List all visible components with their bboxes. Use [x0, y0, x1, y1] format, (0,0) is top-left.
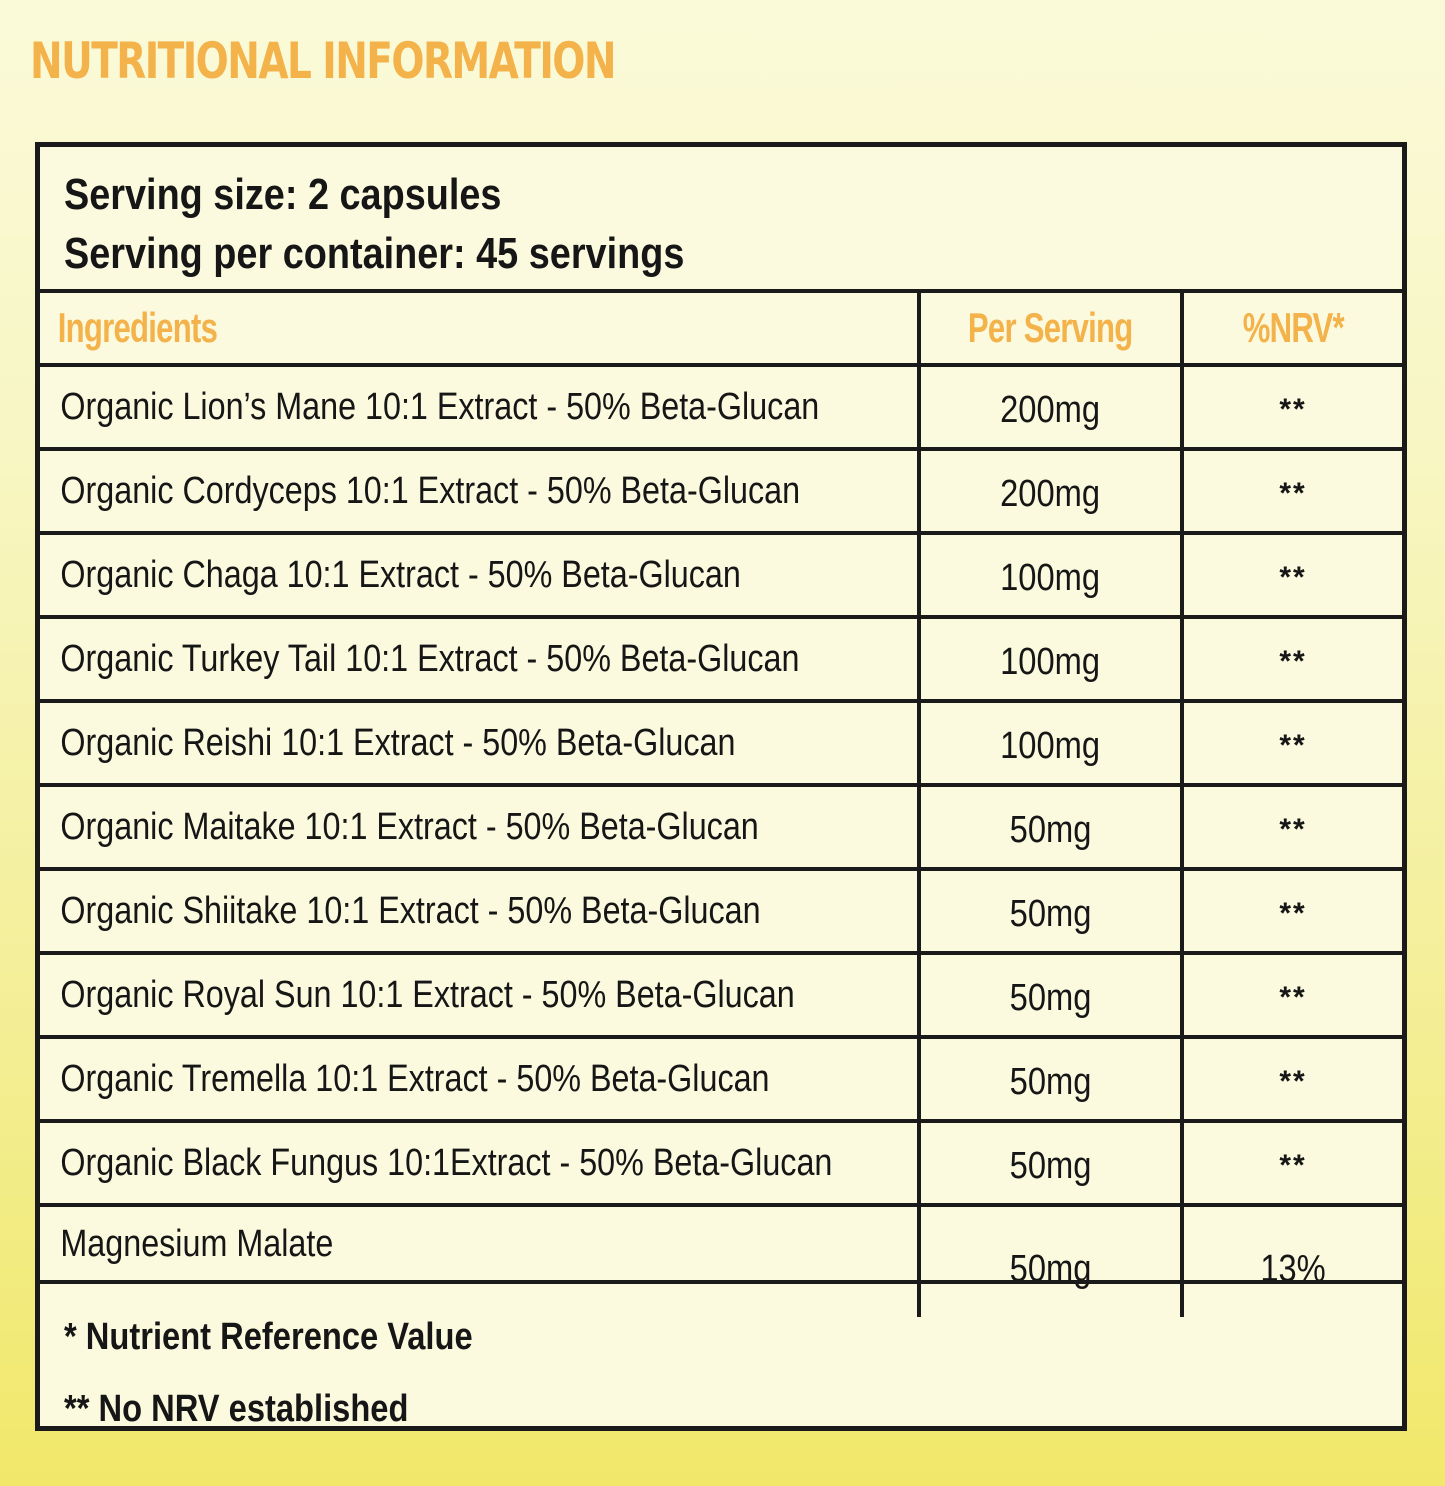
per-serving-amount: 100mg: [919, 533, 1182, 617]
page-title: NUTRITIONAL INFORMATION: [30, 32, 615, 90]
footnote-nrv-definition: * Nutrient Reference Value: [64, 1316, 473, 1358]
ingredient-name: Magnesium Malate: [40, 1205, 919, 1317]
ingredient-name: Organic Maitake 10:1 Extract - 50% Beta-Glucan: [40, 785, 919, 869]
nutrition-panel: [35, 142, 1407, 1431]
table-row: [40, 953, 1402, 1037]
serving-size: Serving size: 2 capsules: [64, 170, 502, 219]
table-row: [40, 533, 1402, 617]
per-serving-amount: 50mg: [919, 869, 1182, 953]
per-serving-amount: 100mg: [919, 701, 1182, 785]
table-row: [40, 701, 1402, 785]
ingredient-name: Organic Turkey Tail 10:1 Extract - 50% Beta-Glucan: [40, 617, 919, 701]
per-serving-amount: 100mg: [919, 617, 1182, 701]
table-row: [40, 1121, 1402, 1205]
footnotes: [40, 1280, 1402, 1430]
table-row: [40, 365, 1402, 449]
ingredient-name: Organic Lion’s Mane 10:1 Extract - 50% Beta-Glucan: [40, 365, 919, 449]
nrv-value: **: [1182, 365, 1402, 449]
nrv-value: **: [1182, 449, 1402, 533]
table-row: [40, 869, 1402, 953]
ingredient-name: Organic Shiitake 10:1 Extract - 50% Beta-Glucan: [40, 869, 919, 953]
table-header-row: [40, 293, 1402, 365]
per-serving-amount: 50mg: [919, 953, 1182, 1037]
ingredient-name: Organic Royal Sun 10:1 Extract - 50% Beta-Glucan: [40, 953, 919, 1037]
header-nrv: %NRV*: [1182, 293, 1402, 365]
nrv-value: **: [1182, 1121, 1402, 1205]
ingredients-table: [40, 293, 1402, 1317]
nrv-value: **: [1182, 701, 1402, 785]
per-serving-amount: 200mg: [919, 365, 1182, 449]
nrv-value: **: [1182, 617, 1402, 701]
nrv-value: 13%: [1260, 1247, 1326, 1290]
serving-info: [40, 147, 1402, 293]
table-row: [40, 449, 1402, 533]
nrv-value: **: [1182, 869, 1402, 953]
per-serving-amount: 50mg: [919, 1205, 1182, 1317]
ingredient-name: Organic Tremella 10:1 Extract - 50% Beta-Glucan: [40, 1037, 919, 1121]
nrv-value: **: [1182, 533, 1402, 617]
per-serving-amount: 200mg: [919, 449, 1182, 533]
nrv-value: **: [1182, 953, 1402, 1037]
table-row: [40, 617, 1402, 701]
ingredient-name: Organic Reishi 10:1 Extract - 50% Beta-Glucan: [40, 701, 919, 785]
ingredient-name: Organic Black Fungus 10:1Extract - 50% Beta-Glucan: [40, 1121, 919, 1205]
nrv-value: **: [1182, 1037, 1402, 1121]
footnote-no-nrv: ** No NRV established: [64, 1388, 409, 1430]
nrv-value: **: [1182, 785, 1402, 869]
per-serving-amount: 50mg: [919, 1121, 1182, 1205]
per-serving-amount: 50mg: [919, 1037, 1182, 1121]
table-row: [40, 1037, 1402, 1121]
per-serving-amount: 50mg: [919, 785, 1182, 869]
ingredient-name: Organic Chaga 10:1 Extract - 50% Beta-Glucan: [40, 533, 919, 617]
header-per-serving: Per Serving: [919, 293, 1182, 365]
header-ingredients: Ingredients: [40, 293, 919, 365]
ingredient-name: Organic Cordyceps 10:1 Extract - 50% Beta-Glucan: [40, 449, 919, 533]
servings-per-container: Serving per container: 45 servings: [64, 229, 685, 278]
table-row: [40, 785, 1402, 869]
